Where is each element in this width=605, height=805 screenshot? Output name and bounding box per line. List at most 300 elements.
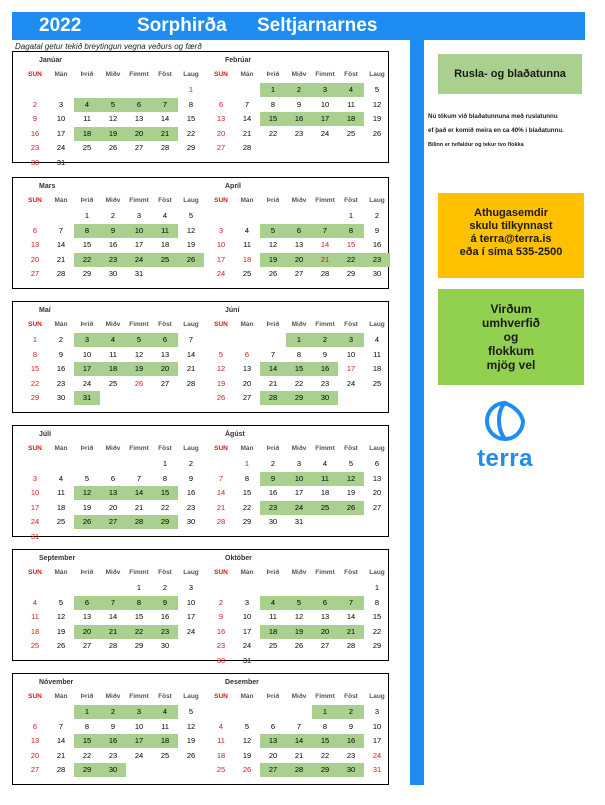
weekday-header: SUN [28,197,42,204]
weekday-header: Fimmt [315,693,335,700]
calendar-day: 18 [56,502,66,512]
calendar-day: 30 [372,269,382,278]
weekday-header: Þrið [80,693,94,700]
weekday-header: Miðv [105,445,121,452]
month-calendar [201,302,385,412]
calendar-day: 5 [188,707,194,716]
calendar-day: 9 [348,721,354,731]
calendar-day: 6 [74,596,100,610]
calendar-day: 19 [372,114,382,123]
calendar-day: 30 [338,763,364,777]
month-name: Desember [225,679,259,686]
weekday-header: Miðv [105,71,121,78]
calendar-day: 10 [346,349,356,359]
month-name: Febrúar [225,57,252,64]
weekday-header: Þrið [80,71,94,78]
calendar-day: 27 [294,269,304,278]
weekday-header: Mán [54,71,68,78]
calendar-day: 21 [242,128,252,138]
calendar-day: 10 [126,224,152,238]
calendar-day: 11 [347,99,355,109]
calendar-day: 13 [30,736,40,745]
calendar-day: 2 [338,705,364,719]
calendar-day: 16 [56,364,66,373]
calendar-day: 31 [56,157,66,167]
calendar-day: 11 [373,349,381,359]
calendar-day: 22 [160,502,170,512]
week-row [201,625,381,639]
calendar-day: 30 [186,517,196,526]
calendar-day: 14 [126,486,152,500]
calendar-day: 8 [296,349,302,359]
contact-line: á terra@terra.is [470,233,552,245]
week-row [15,530,195,544]
calendar-day: 27 [82,641,92,650]
weekday-header: Föst [344,569,358,576]
calendar-day: 12 [186,225,196,235]
calendar-day: 5 [188,211,194,220]
weekday-header: Föst [158,321,172,328]
calendar-day: 2 [270,459,276,468]
week-row [201,501,381,515]
week-row [201,224,381,238]
calendar-day: 1 [348,211,354,220]
calendar-day: 25 [82,143,92,152]
weekday-header-row [15,693,199,703]
calendar-day: 6 [110,473,116,483]
calendar-day: 14 [242,114,252,123]
calendar-day: 7 [152,98,178,112]
calendar-day: 27 [100,515,126,529]
month-name: Júní [225,307,240,314]
weekday-header: Mán [54,693,68,700]
calendar-day: 22 [242,502,252,512]
calendar-day: 11 [243,240,251,249]
weekday-header: Mán [54,321,68,328]
calendar-day: 28 [320,269,330,278]
weekday-header: Laug [183,693,199,700]
week-row [15,377,195,391]
calendar-day: 3 [218,225,224,235]
calendar-day: 15 [286,362,312,376]
calendar-day: 3 [58,99,64,109]
calendar-day: 20 [74,625,100,639]
weekday-header-row [15,569,199,579]
calendar-day: 28 [242,143,252,152]
environment-line: flokkum [487,344,534,358]
week-row [15,112,195,126]
calendar-day: 15 [260,112,286,126]
week-row [201,377,381,391]
calendar-day: 25 [312,501,338,515]
calendar-day: 21 [312,253,338,267]
weekday-header-row [15,197,199,207]
calendar-day: 18 [338,112,364,126]
month-name: Október [225,555,252,562]
month-calendar [201,550,385,665]
calendar-day: 15 [82,240,92,249]
calendar-day: 20 [152,362,178,376]
calendar-day: 22 [126,625,152,639]
note-line-3: Bilinn er tvífaldur og tekur tvo flokka [428,142,524,148]
calendar-day: 18 [152,734,178,748]
calendar-day: 14 [260,362,286,376]
calendar-day: 9 [188,473,194,483]
calendar-day: 18 [372,364,382,373]
week-row [15,486,195,500]
collection-note [428,110,603,152]
calendar-day: 24 [134,750,144,760]
calendar-day: 4 [338,83,364,97]
calendar-day: 3 [244,597,250,607]
calendar-day: 9 [296,99,302,109]
weekday-header-row [201,197,385,207]
calendar-day: 20 [312,625,338,639]
calendar-day: 27 [216,143,226,152]
calendar-day: 19 [56,626,66,636]
month-calendar [201,178,385,288]
weekday-header-row [15,445,199,455]
calendar-day: 8 [374,597,380,607]
calendar-day: 28 [186,378,196,388]
calendar-day: 7 [312,224,338,238]
weekday-header: Mán [54,445,68,452]
week-row [201,98,381,112]
weekday-header: Laug [183,321,199,328]
calendar-day: 7 [136,473,142,483]
week-row [201,457,381,471]
calendar-day: 16 [100,734,126,748]
calendar-day: 11 [217,736,225,745]
calendar-day: 28 [56,269,66,278]
calendar-day: 28 [346,641,356,650]
calendar-day: 26 [294,641,304,650]
environment-line: og [503,330,519,344]
weekday-header: Laug [369,445,385,452]
calendar-day: 11 [152,224,178,238]
calendar-day: 28 [108,641,118,650]
weekday-header: Miðv [291,321,307,328]
weekday-header: SUN [28,693,42,700]
calendar-day: 17 [30,502,40,512]
calendar-day: 21 [268,378,278,388]
calendar-day: 7 [218,473,224,483]
week-row [15,362,195,376]
week-row [201,267,381,281]
calendar-day: 23 [294,128,304,138]
weekday-header-row [201,71,385,81]
weekday-header: Fimmt [129,321,149,328]
calendar-day: 4 [162,211,168,220]
weekday-header: Miðv [291,71,307,78]
calendar-day: 10 [186,597,196,607]
calendar-day: 12 [186,721,196,731]
calendar-day: 20 [372,488,382,497]
calendar-day: 2 [286,83,312,97]
calendar-day: 25 [160,750,170,760]
calendar-day: 30 [100,763,126,777]
calendar-day: 19 [100,127,126,141]
calendar-day: 11 [161,721,169,731]
contact-line: eða í síma 535-2500 [459,246,563,258]
calendar-day: 3 [136,211,142,220]
calendar-day: 17 [372,736,382,745]
calendar-day: 4 [244,225,250,235]
weekday-header: Mán [240,693,254,700]
calendar-day: 20 [268,750,278,760]
weekday-header: Fimmt [315,71,335,78]
calendar-day: 31 [372,765,382,774]
week-row [201,639,381,653]
calendar-day: 21 [186,364,196,373]
calendar-day: 23 [30,143,40,152]
calendar-day: 22 [372,626,382,636]
calendar-day: 24 [242,641,252,650]
calendar-day: 8 [338,224,364,238]
calendar-day: 25 [56,517,66,526]
week-row [15,156,195,170]
weekday-header: SUN [28,321,42,328]
calendar-day: 25 [152,253,178,267]
calendar-day: 28 [260,391,286,405]
weekday-header: Miðv [105,693,121,700]
weekday-header: Fimmt [315,445,335,452]
weekday-header: Miðv [291,197,307,204]
calendar-day: 29 [134,641,144,650]
calendar-day: 1 [32,335,38,344]
calendar-day: 26 [74,515,100,529]
week-row [15,610,195,624]
calendar-day: 19 [242,750,252,760]
calendar-day: 10 [372,721,382,731]
calendar-day: 30 [160,641,170,650]
calendar-day: 7 [296,721,302,731]
calendar-day: 5 [286,596,312,610]
calendar-day: 12 [294,612,304,621]
calendar-day: 16 [160,612,170,621]
weekday-header: SUN [214,569,228,576]
weekday-header: Þrið [266,445,280,452]
calendar-day: 23 [108,750,118,760]
calendar-day: 15 [312,734,338,748]
calendar-day: 20 [30,750,40,760]
weekday-header: SUN [214,71,228,78]
calendar-day: 30 [268,517,278,526]
calendar-day: 23 [364,253,390,267]
weekday-header: Þrið [266,71,280,78]
calendar-day: 15 [186,114,196,123]
month-row [12,425,389,541]
week-row [15,501,195,515]
month-row [12,301,389,413]
calendar-day: 8 [74,224,100,238]
calendar-day: 24 [82,378,92,388]
calendar-day: 22 [338,253,364,267]
calendar-day: 28 [216,517,226,526]
calendar-day: 1 [74,705,100,719]
week-row [15,763,195,777]
calendar-day: 18 [160,240,170,249]
week-row [15,472,195,486]
week-row [201,141,381,155]
calendar-day: 13 [216,114,226,123]
calendar-day: 10 [320,99,330,109]
calendar-day: 6 [126,98,152,112]
calendar-day: 12 [74,486,100,500]
calendar-day: 25 [346,128,356,138]
calendar-day: 3 [296,459,302,468]
calendar-day: 9 [322,349,328,359]
month-calendar [15,674,199,784]
calendar-day: 27 [134,143,144,152]
calendar-day: 24 [346,378,356,388]
week-row [15,457,195,471]
calendar-day: 3 [188,583,194,592]
week-row [201,705,381,719]
calendar-day: 29 [346,269,356,278]
calendar-day: 22 [74,253,100,267]
calendar-day: 2 [218,597,224,607]
calendar-day: 4 [32,597,38,607]
calendar-day: 5 [126,333,152,347]
calendar-day: 21 [56,254,66,264]
calendar-day: 31 [294,517,304,526]
weekday-header: Laug [369,569,385,576]
calendar-day: 21 [294,750,304,760]
calendar-day: 22 [82,750,92,760]
year-label: 2022 [39,15,82,36]
calendar-day: 10 [286,472,312,486]
calendar-day: 29 [30,393,40,402]
calendar-day: 9 [218,612,224,621]
week-row [15,348,195,362]
calendar-day: 6 [218,99,224,109]
calendar-day: 1 [84,211,90,220]
month-calendar [201,426,385,536]
month-name: Maí [39,307,51,314]
weekday-header: Föst [344,71,358,78]
weekday-header: Þrið [266,693,280,700]
calendar-day: 26 [372,128,382,138]
calendar-day: 5 [218,349,224,359]
calendar-day: 16 [216,626,226,636]
week-row [201,209,381,223]
weekday-header-row [201,693,385,703]
environment-line: Virðum [490,302,532,316]
calendar-day: 6 [32,225,38,235]
calendar-day: 17 [126,734,152,748]
calendar-day: 12 [242,736,252,745]
weekday-header: Fimmt [315,197,335,204]
calendar-day: 25 [108,378,118,388]
calendar-day: 9 [152,596,178,610]
calendar-day: 8 [84,721,90,731]
calendar-day: 2 [188,459,194,468]
week-row [15,391,195,405]
calendar-day: 15 [372,612,382,621]
weekday-header: Mán [54,569,68,576]
calendar-day: 12 [216,364,226,373]
weekday-header: SUN [28,445,42,452]
month-name: September [39,555,76,562]
calendar-day: 6 [152,333,178,347]
week-row [15,253,195,267]
calendar-day: 16 [286,112,312,126]
calendar-day: 16 [372,240,382,249]
month-name: Mars [39,183,56,190]
calendar-day: 4 [58,473,64,483]
calendar-day: 27 [30,765,40,774]
weekday-header: Laug [369,197,385,204]
calendar-day: 21 [216,502,226,512]
calendar-day: 2 [100,705,126,719]
calendar-day: 12 [108,114,118,123]
calendar-day: 21 [100,625,126,639]
calendar-day: 15 [242,488,252,497]
calendar-day: 3 [32,473,38,483]
week-row [201,720,381,734]
calendar-day: 18 [320,488,330,497]
week-row [15,625,195,639]
weekday-header: Fimmt [129,693,149,700]
calendar-day: 13 [260,734,286,748]
weekday-header: Mán [240,197,254,204]
weekday-header: SUN [28,569,42,576]
week-row [15,749,195,763]
calendar-day: 11 [109,349,117,359]
calendar-day: 24 [372,750,382,760]
calendar-day: 13 [100,486,126,500]
calendar-day: 8 [322,721,328,731]
calendar-day: 13 [160,349,170,359]
week-row [15,98,195,112]
calendar-day: 1 [244,459,250,468]
calendar-day: 5 [100,98,126,112]
month-row [12,51,389,167]
calendar-day: 8 [188,99,194,109]
calendar-day: 23 [216,641,226,650]
week-row [201,238,381,252]
calendar-day: 14 [160,114,170,123]
terra-logo-text: terra [477,445,533,472]
calendar-day: 14 [186,349,196,359]
calendar-day: 23 [152,625,178,639]
note-line-1: Nú tökum við blaðatunnuna með ruslatunnu [428,113,558,120]
calendar-day: 1 [312,705,338,719]
calendar-day: 10 [242,612,252,621]
calendar-day: 8 [126,596,152,610]
calendar-day: 20 [108,502,118,512]
week-row [15,267,195,281]
calendar-day: 27 [260,763,286,777]
month-calendar [15,178,199,288]
calendar-day: 5 [244,721,250,731]
calendar-day: 24 [286,501,312,515]
week-row [15,83,195,97]
calendar-day: 30 [312,391,338,405]
calendar-day: 7 [244,99,250,109]
calendar-day: 23 [100,253,126,267]
calendar-day: 5 [58,597,64,607]
title-sorphirda: Sorphirða [137,15,227,36]
calendar-day: 11 [83,114,91,123]
calendar-day: 4 [260,596,286,610]
calendar-day: 6 [374,459,380,468]
calendar-day: 19 [216,378,226,388]
calendar-day: 15 [134,612,144,621]
calendar-day: 19 [286,625,312,639]
month-calendar [15,426,199,541]
